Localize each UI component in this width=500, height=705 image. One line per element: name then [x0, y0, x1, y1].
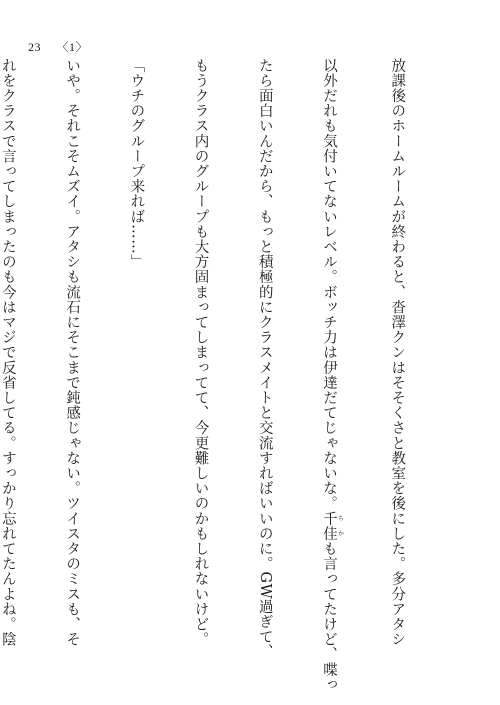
text-line: 放課後のホームルームが終わると、沓澤クンはそそくさと教室を後にした。多分アタシ [389, 58, 406, 647]
furigana-ruby: 千佳 ちか [320, 511, 344, 542]
page-number: 23 [28, 40, 41, 54]
page-header [28, 38, 100, 55]
dialogue-line: 「ウチのグループ来れば……」 [128, 58, 145, 270]
text-line: 以外だれも気付いてないレベル。ボッチ力は伊達だてじゃないな。千佳 ちかも言ってたけど、喋っ [320, 58, 344, 693]
text-line: もうクラス内のグループも大方固まってしまってて、今更難しいのかもしれないけど。 [192, 58, 209, 647]
body-text [0, 58, 450, 693]
text-line: いや。それこそムズイ。アタシも流石にそこまで鈍感じゃない。ツイスタのミスも、そ [64, 58, 81, 647]
furigana-reading: ちか [336, 511, 344, 542]
chapter-label: 〈1〉 [56, 40, 89, 54]
text-line: れをクラスで言ってしまったのも今はマジで反省してる。すっかり忘れてたんよね。陰 [0, 58, 16, 647]
text-line: たら面白いんだから、もっと積極的にクラスメイトと交流すればいいのに。GW過ぎて、 [256, 58, 273, 660]
